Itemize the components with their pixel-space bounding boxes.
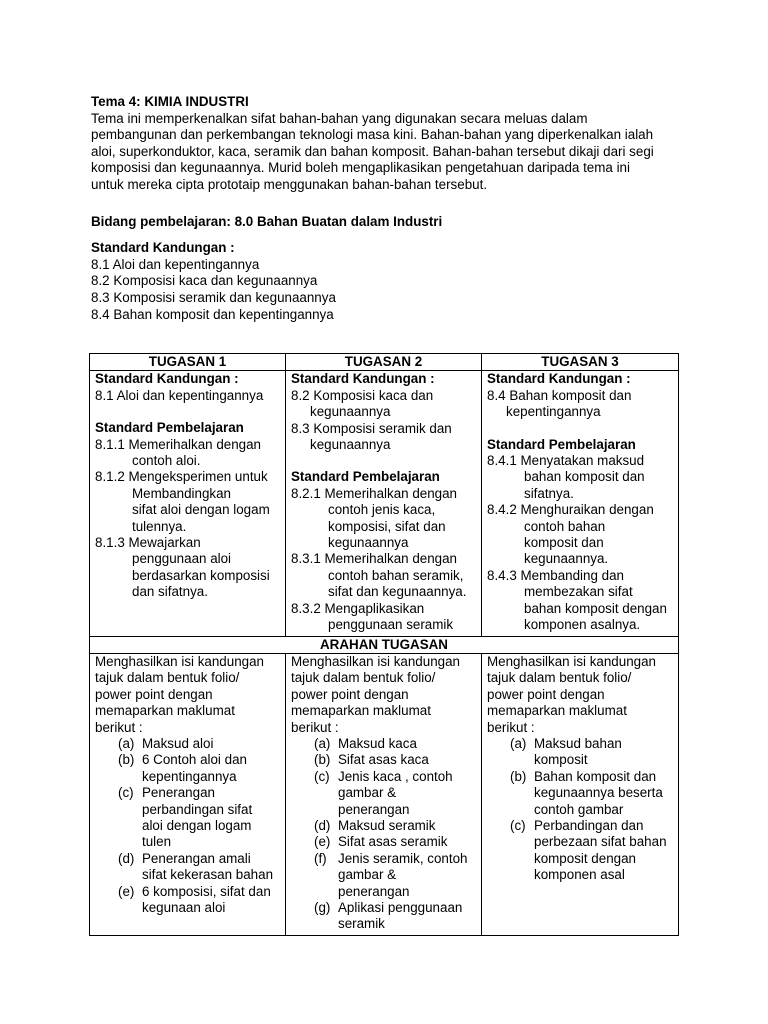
task-intro-line: Menghasilkan isi kandungan bbox=[487, 653, 656, 669]
arahan-row bbox=[90, 636, 679, 653]
list-item-text: Maksud seramik bbox=[338, 817, 436, 833]
list-item bbox=[291, 736, 477, 752]
list-item-text: seramik bbox=[338, 916, 385, 932]
list-marker: (e) bbox=[314, 834, 331, 850]
sp-label: Standard Pembelajaran bbox=[291, 469, 440, 485]
list-item-text: gambar & bbox=[338, 785, 397, 801]
theme-desc-line: pembangunan dan perkembangan teknologi masa kini. Bahan-bahan yang diperkenalkan ialah bbox=[91, 127, 654, 143]
list-item bbox=[291, 834, 477, 850]
list-item-text: perbezaan sifat bahan bbox=[534, 834, 667, 850]
list-item-text: komponen asal bbox=[534, 867, 625, 883]
task-intro-line: Menghasilkan isi kandungan bbox=[95, 653, 264, 669]
list-item-text: Maksud bahan bbox=[534, 735, 622, 751]
sp-line: 8.2.1 Memerihalkan dengan bbox=[291, 485, 458, 501]
list-item bbox=[487, 818, 674, 884]
sk-label: Standard Kandungan : bbox=[291, 371, 435, 387]
task-intro-line: power point dengan bbox=[487, 686, 605, 702]
list-item-text: Bahan komposit dan bbox=[534, 768, 657, 784]
theme-desc-line: komposisi dan kegunaannya. Murid boleh mengaplikasikan pengetahuan daripada tema ini bbox=[91, 160, 630, 176]
list-marker: (e) bbox=[118, 883, 135, 899]
sp-line: bahan komposit dan bbox=[524, 469, 645, 485]
list-item-text: komposit bbox=[534, 752, 588, 768]
list-marker: (d) bbox=[314, 817, 331, 833]
spacer bbox=[91, 230, 691, 240]
list-item-text: kegunaannya beserta bbox=[534, 785, 663, 801]
sp-line: bahan komposit dengan bbox=[524, 600, 667, 616]
list-marker: (a) bbox=[510, 735, 527, 751]
sp-line: 8.4.2 Menghuraikan dengan bbox=[487, 502, 654, 518]
list-item bbox=[291, 769, 477, 818]
list-marker: (d) bbox=[118, 850, 135, 866]
sp-line: Membandingkan bbox=[132, 485, 232, 501]
sp-line: sifatnya. bbox=[524, 485, 574, 501]
list-item-text: Perbandingan dan bbox=[534, 817, 644, 833]
task-intro-line: tajuk dalam bentuk folio/ bbox=[95, 670, 240, 686]
header-tugasan-3: TUGASAN 3 bbox=[482, 354, 679, 371]
task-intro-line: power point dengan bbox=[95, 686, 213, 702]
sk-line: 8.1 Aloi dan kepentingannya bbox=[95, 387, 264, 403]
learning-area-heading: Bidang pembelajaran: 8.0 Bahan Buatan dalam Industri bbox=[91, 213, 443, 229]
list-item bbox=[487, 736, 674, 769]
sp-line: 8.1.2 Mengeksperimen untuk bbox=[95, 469, 268, 485]
task-intro-line: berikut : bbox=[95, 719, 143, 735]
sp-label: Standard Pembelajaran bbox=[95, 420, 244, 436]
list-item bbox=[291, 818, 477, 834]
task-intro-line: Menghasilkan isi kandungan bbox=[291, 653, 460, 669]
task-list bbox=[291, 736, 477, 933]
list-marker: (a) bbox=[118, 735, 135, 751]
content-standard-item: 8.1 Aloi dan kepentingannya bbox=[91, 256, 260, 272]
sk-line: 8.3 Komposisi seramik dan bbox=[291, 420, 452, 436]
sp-line: komposisi, sifat dan bbox=[328, 518, 446, 534]
task-intro-line: memaparkan maklumat bbox=[95, 703, 235, 719]
header-tugasan-1: TUGASAN 1 bbox=[90, 354, 286, 371]
list-item-text: komposit dengan bbox=[534, 850, 636, 866]
task-intro-line: memaparkan maklumat bbox=[291, 703, 431, 719]
task-intro-line: berikut : bbox=[291, 719, 339, 735]
list-item-text: Jenis seramik, contoh bbox=[338, 850, 468, 866]
standards-cell-2 bbox=[286, 371, 482, 636]
list-marker: (f) bbox=[314, 850, 327, 866]
list-item-text: tulen bbox=[142, 834, 172, 850]
list-marker: (b) bbox=[510, 768, 527, 784]
task-table bbox=[89, 353, 679, 936]
sp-line: contoh aloi. bbox=[132, 453, 201, 469]
list-item bbox=[291, 752, 477, 768]
sp-line: membezakan sifat bbox=[524, 584, 633, 600]
spacer bbox=[91, 194, 691, 214]
content-standard-item: 8.3 Komposisi seramik dan kegunaannya bbox=[91, 289, 336, 305]
sp-line: berdasarkan komposisi bbox=[132, 567, 270, 583]
sp-line: sifat aloi dengan logam bbox=[132, 502, 270, 518]
sp-line: 8.4.3 Membanding dan bbox=[487, 567, 624, 583]
sp-line: komposit dan bbox=[524, 535, 604, 551]
table-header-row bbox=[90, 354, 679, 371]
sp-line: dan sifatnya. bbox=[132, 584, 208, 600]
task-intro-line: berikut : bbox=[487, 719, 535, 735]
sk-line: kegunaannya bbox=[310, 404, 391, 420]
sp-line: penggunaan aloi bbox=[132, 551, 232, 567]
content-standard-item: 8.4 Bahan komposit dan kepentingannya bbox=[91, 306, 334, 322]
task-intro-line: tajuk dalam bentuk folio/ bbox=[291, 670, 436, 686]
sk-line: 8.4 Bahan komposit dan bbox=[487, 387, 632, 403]
standards-row bbox=[90, 371, 679, 636]
sp-line: 8.4.1 Menyatakan maksud bbox=[487, 453, 645, 469]
list-item-text: Penerangan amali bbox=[142, 850, 251, 866]
sp-line: contoh jenis kaca, bbox=[328, 502, 436, 518]
list-item bbox=[95, 752, 281, 785]
content-standard-heading: Standard Kandungan : bbox=[91, 240, 235, 256]
list-item-text: contoh gambar bbox=[534, 801, 624, 817]
list-item-text: Penerangan bbox=[142, 785, 215, 801]
sk-line: kegunaannya bbox=[310, 437, 391, 453]
list-item-text: kepentingannya bbox=[142, 768, 237, 784]
list-item-text: Maksud aloi bbox=[142, 735, 214, 751]
sk-line: kepentingannya bbox=[506, 404, 601, 420]
content-standard-item: 8.2 Komposisi kaca dan kegunaannya bbox=[91, 273, 318, 289]
document-intro bbox=[91, 94, 691, 323]
list-item-text: penerangan bbox=[338, 801, 410, 817]
header-tugasan-2: TUGASAN 2 bbox=[286, 354, 482, 371]
list-item bbox=[487, 769, 674, 818]
tasks-row bbox=[90, 653, 679, 935]
tasks-cell-2 bbox=[286, 653, 482, 935]
spacer bbox=[95, 404, 281, 420]
sp-line: komponen asalnya. bbox=[524, 617, 641, 633]
list-item bbox=[95, 884, 281, 917]
sk-label: Standard Kandungan : bbox=[487, 371, 631, 387]
task-list bbox=[95, 736, 281, 916]
list-item-text: kegunaan aloi bbox=[142, 900, 226, 915]
spacer bbox=[487, 421, 674, 437]
list-marker: (a) bbox=[314, 735, 331, 751]
sp-label: Standard Pembelajaran bbox=[487, 436, 636, 452]
standards-cell-3 bbox=[482, 371, 679, 636]
list-marker: (c) bbox=[118, 785, 134, 801]
sk-label: Standard Kandungan : bbox=[95, 371, 239, 387]
sp-line: tulennya. bbox=[132, 518, 187, 534]
task-list bbox=[487, 736, 674, 884]
list-item-text: sifat kekerasan bahan bbox=[142, 867, 274, 883]
list-item-text: aloi dengan logam bbox=[142, 817, 252, 833]
tasks-cell-1 bbox=[90, 653, 286, 935]
list-item-text: gambar & bbox=[338, 867, 397, 883]
sk-line: 8.2 Komposisi kaca dan bbox=[291, 387, 434, 403]
spacer bbox=[291, 453, 477, 469]
sp-line: contoh bahan seramik, bbox=[328, 567, 464, 583]
list-item-text: Jenis kaca , contoh bbox=[338, 768, 453, 784]
list-item bbox=[291, 851, 477, 900]
list-marker: (g) bbox=[314, 900, 331, 915]
list-item-text: Sifat asas kaca bbox=[338, 752, 429, 768]
theme-title: Tema 4: KIMIA INDUSTRI bbox=[91, 94, 249, 109]
task-intro-line: tajuk dalam bentuk folio/ bbox=[487, 670, 632, 686]
list-item bbox=[95, 736, 281, 752]
arahan-tugasan-heading: ARAHAN TUGASAN bbox=[90, 636, 679, 653]
list-item-text: Maksud kaca bbox=[338, 735, 417, 751]
list-item bbox=[291, 900, 477, 933]
sp-line: sifat dan kegunaannya. bbox=[328, 584, 467, 600]
list-item bbox=[95, 851, 281, 884]
list-item-text: Aplikasi penggunaan bbox=[338, 900, 463, 915]
tasks-cell-3 bbox=[482, 653, 679, 935]
list-item-text: 6 komposisi, sifat dan bbox=[142, 883, 271, 899]
task-intro-line: memaparkan maklumat bbox=[487, 703, 627, 719]
sp-line: 8.3.2 Mengaplikasikan bbox=[291, 600, 425, 616]
sp-line: kegunaannya. bbox=[524, 551, 609, 567]
standards-cell-1 bbox=[90, 371, 286, 636]
list-marker: (c) bbox=[510, 817, 526, 833]
list-item-text: penerangan bbox=[338, 883, 410, 899]
sp-line: contoh bahan bbox=[524, 518, 606, 534]
sp-line: 8.1.1 Memerihalkan dengan bbox=[95, 436, 262, 452]
task-intro-line: power point dengan bbox=[291, 686, 409, 702]
list-marker: (b) bbox=[118, 752, 135, 768]
list-item bbox=[95, 785, 281, 851]
list-item-text: perbandingan sifat bbox=[142, 801, 253, 817]
sp-line: kegunaannya bbox=[328, 535, 409, 551]
sp-line: penggunaan seramik bbox=[328, 617, 454, 633]
sp-line: 8.1.3 Mewajarkan bbox=[95, 535, 201, 551]
theme-desc-line: aloi, superkonduktor, kaca, seramik dan bahan komposit. Bahan-bahan tersebut dikaji dari segi bbox=[91, 143, 654, 159]
theme-desc-line: Tema ini memperkenalkan sifat bahan-bahan yang digunakan secara meluas dalam bbox=[91, 110, 588, 126]
list-marker: (b) bbox=[314, 752, 331, 768]
theme-desc-line: untuk mereka cipta prototaip menggunakan bahan-bahan tersebut. bbox=[91, 176, 488, 192]
sp-line: 8.3.1 Memerihalkan dengan bbox=[291, 551, 458, 567]
list-item-text: 6 Contoh aloi dan bbox=[142, 752, 247, 768]
list-item-text: Sifat asas seramik bbox=[338, 834, 448, 850]
list-marker: (c) bbox=[314, 768, 330, 784]
